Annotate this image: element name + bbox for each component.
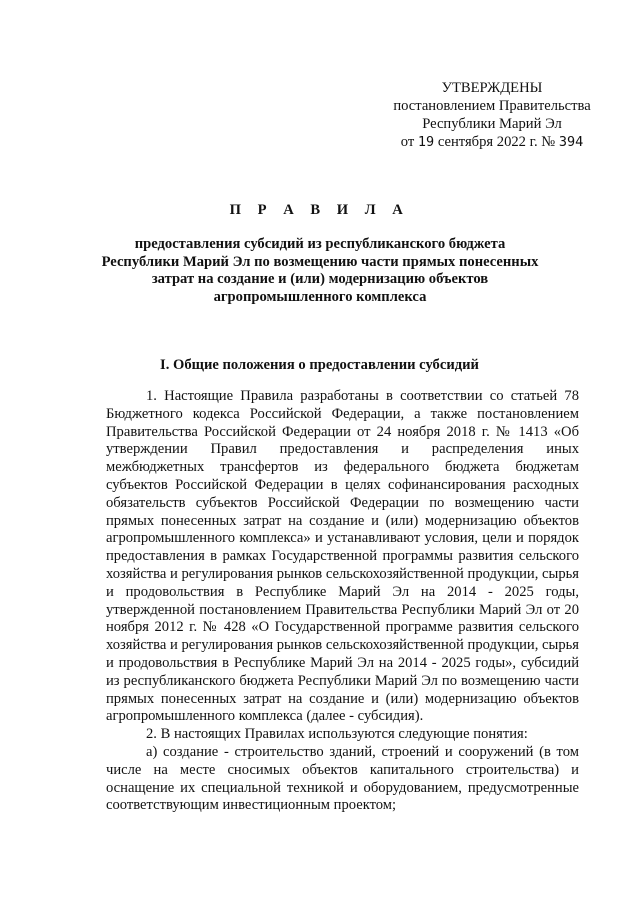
- document-subtitle: предоставления субсидий из республиканского бюджета Республики Марий Эл по возмещению части прямых понесенных затрат на создание и (или) модернизацию объектов агропромышленного комплекса: [101, 236, 539, 305]
- approval-by-resolution: постановлением Правительства: [393, 98, 591, 114]
- resolution-number: 394: [558, 134, 584, 150]
- approval-block: [372, 79, 612, 151]
- section-heading: I. Общие положения о предоставлении субсидий: [160, 357, 479, 373]
- document-title: П Р А В И Л А: [229, 202, 410, 218]
- date-prefix: от: [400, 134, 415, 150]
- paragraph-1: 1. Настоящие Правила разработаны в соответствии со статьей 78 Бюджетного кодекса Российской Федерации, а также постановлением Правительства Российской Федерации от 24 ноября 2018 г. № 1413 «Об утверждении Правил предоставления и распределения иных межбюджетных трансфертов из федерального бюджета бюджетам субъектов Российской Федерации в целях софинансирования расходных обязательств субъектов Российской Федерации по возмещению части прямых понесенных затрат на создание и (или) модернизацию объектов агропромышленного комплекса» и устанавливают условия, цели и порядок предоставления в рамках Государственной программы развития сельского хозяйства и регулирования рынков сельскохозяйственной продукции, сырья и продовольствия в Республике Марий Эл на 2014 - 2025 годы, утвержденной постановлением Правительства Республики Марий Эл от 20 ноября 2012 г. № 428 «О Государственной программе развития сельского хозяйства и регулирования рынков сельскохозяйственной продукции, сырья и продовольствия в Республике Марий Эл на 2014 - 2025 годы», субсидий из республиканского бюджета Республики Марий Эл по возмещению части прямых понесенных затрат на создание и (или) модернизацию объектов агропромышленного комплекса (далее - субсидия).: [106, 388, 579, 725]
- approval-heading: УТВЕРЖДЕНЫ: [441, 80, 543, 96]
- date-day: 19: [417, 134, 435, 150]
- paragraph-2: 2. В настоящих Правилах используются следующие понятия:: [146, 726, 528, 743]
- date-month-year: сентября 2022 г. №: [437, 134, 556, 150]
- paragraph-2a: а) создание - строительство зданий, строений и сооружений (в том числе на месте сносимых объектов капитального строительства) и оснащение их специальной техникой и оборудованием, предусмотренные соответствующим инвестиционным проектом;: [106, 743, 579, 814]
- approval-government: Республики Марий Эл: [422, 116, 562, 132]
- document-body: [106, 388, 579, 815]
- approval-date-line: [372, 133, 612, 151]
